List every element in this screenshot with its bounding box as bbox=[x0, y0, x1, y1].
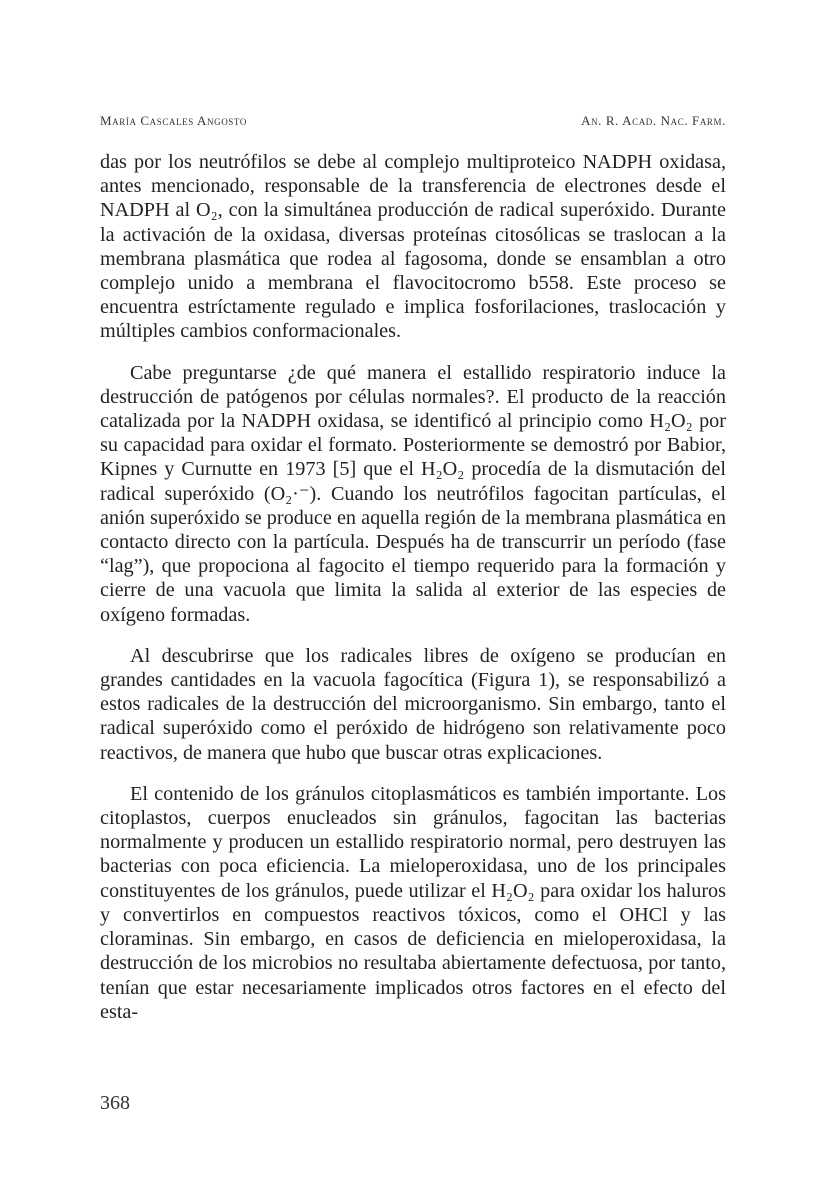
paragraph-4: El contenido de los gránulos citoplasmáticos es también importante. Los citoplastos, cuerpos enucleados sin gránulos, fagocitan las bacterias normalmente y producen un estallido respiratorio normal, pero destruyen las bacterias con poca eficiencia. La mieloperoxidasa, uno de los principales constituyentes de los gránulos, puede utilizar el H₂O₂ para oxidar los haluros y convertirlos en compuestos reactivos tóxicos, como el OHCl y las cloraminas. Sin embargo, en casos de deficiencia en mieloperoxidasa, la destrucción de los microbios no resultaba abiertamente defectuosa, por tanto, tenían que estar necesariamente implicados otros factores en el efecto del esta- bbox=[100, 782, 726, 1023]
running-header bbox=[100, 113, 726, 129]
paragraph-2: Cabe preguntarse ¿de qué manera el estallido respiratorio induce la destrucción de patógenos por células normales?. El producto de la reacción catalizada por la NADPH oxidasa, se identificó al principio como H₂O₂ por su capacidad para oxidar el formato. Posteriormente se demostró por Babior, Kipnes y Curnutte en 1973 [5] que el H₂O₂ procedía de la dismutación del radical superóxido (O₂·⁻). Cuando los neutrófilos fagocitan partículas, el anión superóxido se produce en aquella región de la membrana plasmática en contacto directo con la partícula. Después ha de transcurrir un período (fase “lag”), que propociona al fagocito el tiempo requerido para la formación y cierre de una vacuola que limita la salida al exterior de las especies de oxígeno formadas. bbox=[100, 361, 726, 626]
header-author: María Cascales Angosto bbox=[100, 113, 247, 128]
page-number: 368 bbox=[100, 1092, 130, 1114]
body-text bbox=[100, 150, 726, 1041]
header-journal: An. R. Acad. Nac. Farm. bbox=[581, 113, 726, 128]
paragraph-1: das por los neutrófilos se debe al complejo multiproteico NADPH oxidasa, antes mencionado, responsable de la transferencia de electrones desde el NADPH al O₂, con la simultánea producción de radical superóxido. Durante la activación de la oxidasa, diversas proteínas citosólicas se traslocan a la membrana plasmática que rodea al fagosoma, donde se ensamblan a otro complejo unido a membrana el flavocitocromo b558. Este proceso se encuentra estríctamente regulado e implica fosforilaciones, traslocación y múltiples cambios conformacionales. bbox=[100, 151, 726, 343]
paragraph-3: Al descubrirse que los radicales libres de oxígeno se producían en grandes cantidades en la vacuola fagocítica (Figura 1), se responsabilizó a estos radicales de la destrucción del microorganismo. Sin embargo, tanto el radical superóxido como el peróxido de hidrógeno son relativamente poco reactivos, de manera que hubo que buscar otras explicaciones. bbox=[100, 644, 726, 764]
